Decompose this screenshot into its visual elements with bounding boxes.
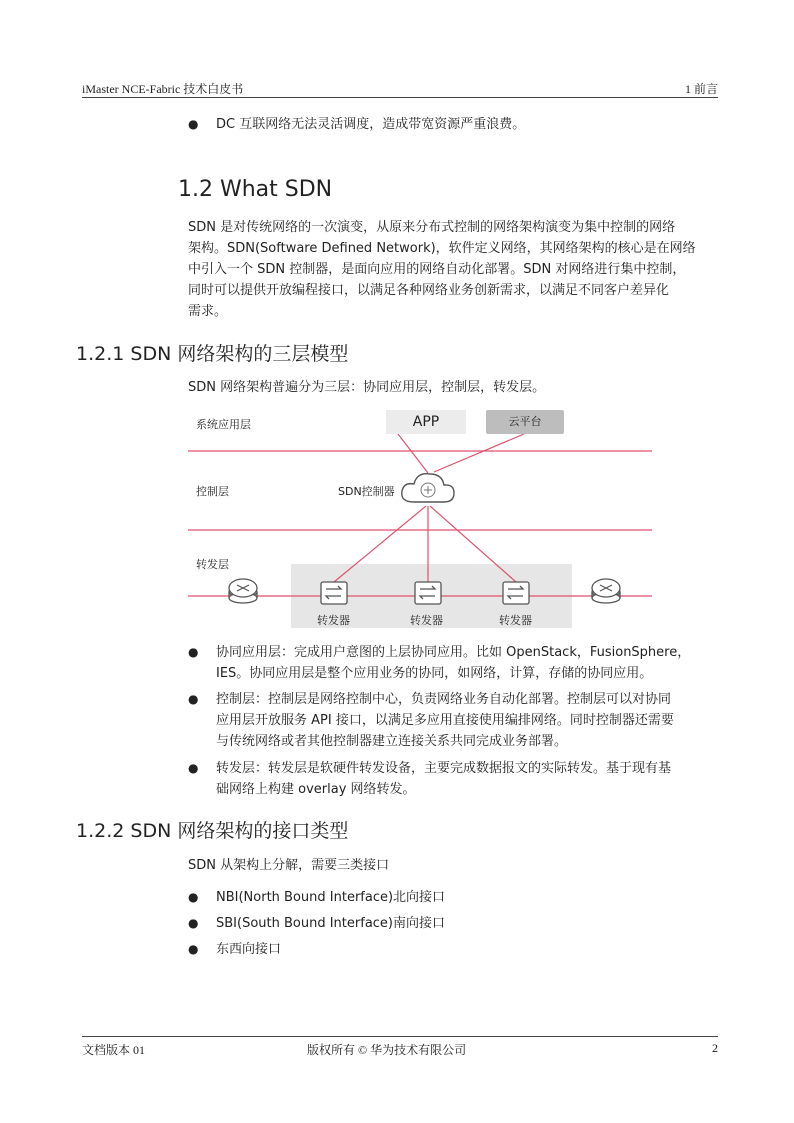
footer-copyright: 版权所有 © 华为技术有限公司: [307, 1043, 467, 1057]
list-item-text: [216, 642, 700, 684]
forwarder-label: 转发器: [317, 614, 350, 627]
list-item-line: 转发层：转发层是软硬件转发设备，主要完成数据报文的实际转发。基于现有基: [216, 761, 672, 776]
subsection-heading: 1.2.1 SDN 网络架构的三层模型: [76, 343, 349, 365]
subsection-heading: 1.2.2 SDN 网络架构的接口类型: [76, 820, 349, 842]
forwarder-label: 转发器: [499, 614, 532, 627]
link-line: [398, 434, 428, 473]
link-line: [334, 506, 426, 582]
list-item-line: 协同应用层：完成用户意图的上层协同应用。比如 OpenStack，FusionSphere，: [216, 645, 691, 660]
bullet-dot: ●: [188, 916, 199, 930]
list-item-line: 础网络上构建 overlay 网络转发。: [216, 782, 416, 797]
page-footer: [82, 1041, 718, 1057]
bullet-dot: ●: [188, 692, 199, 706]
list-item-text: [216, 689, 700, 752]
app-box: APP: [386, 410, 466, 434]
sdn-architecture-diagram: [188, 406, 654, 630]
intro-text: SDN 网络架构普遍分为三层：协同应用层，控制层，转发层。: [188, 380, 546, 395]
bullet-dot: ●: [188, 890, 199, 904]
paragraph: [188, 217, 718, 322]
link-line: [430, 506, 516, 582]
paragraph-line: 需求。: [188, 304, 228, 319]
switch-icon: [321, 582, 347, 604]
header-doc-title: iMaster NCE-Fabric 技术白皮书: [82, 82, 244, 96]
header-chapter: 1 前言: [684, 82, 718, 96]
layer-label-app: 系统应用层: [196, 418, 251, 431]
sdn-controller-cloud-icon: [402, 474, 454, 502]
list-item-line: 与传统网络或者其他控制器建立连接关系共同完成业务部署。: [216, 734, 568, 749]
paragraph-line: 中引入一个 SDN 控制器，是面向应用的网络自动化部署。SDN 对网络进行集中控制，: [188, 262, 686, 277]
switch-icon: [415, 582, 441, 604]
controller-label: SDN控制器: [338, 485, 395, 498]
list-item-text: NBI(North Bound Interface)北向接口: [216, 890, 446, 905]
bullet-dot: ●: [188, 761, 199, 775]
diagram-lines: [188, 406, 654, 630]
list-item-text: [216, 758, 700, 800]
list-item-line: IES。协同应用层是整个应用业务的协同，如网络，计算，存储的协同应用。: [216, 666, 653, 681]
footer-doc-version: 文档版本 01: [82, 1043, 146, 1057]
list-item-line: 应用层开放服务 API 接口，以满足多应用直接使用编排网络。同时控制器还需要: [216, 713, 674, 728]
page-number: 2: [712, 1041, 718, 1055]
paragraph-line: SDN 是对传统网络的一次演变，从原来分布式控制的网络架构演变为集中控制的网络: [188, 220, 676, 235]
list-item-text: 东西向接口: [216, 942, 282, 957]
router-icon-right: [592, 579, 620, 603]
link-line: [434, 434, 524, 472]
switch-icon: [503, 582, 529, 604]
forwarder-label: 转发器: [410, 614, 443, 627]
bullet-dot: ●: [188, 117, 199, 131]
header-divider: [82, 97, 718, 98]
page-header: [82, 80, 718, 96]
list-item-text: DC 互联网络无法灵活调度，造成带宽资源严重浪费。: [216, 117, 526, 132]
list-item-text: SBI(South Bound Interface)南向接口: [216, 916, 445, 931]
cloud-platform-box: 云平台: [486, 410, 564, 434]
footer-divider: [82, 1036, 718, 1037]
layer-label-control: 控制层: [196, 485, 229, 498]
intro-text: SDN 从架构上分解，需要三类接口: [188, 858, 390, 873]
bullet-dot: ●: [188, 645, 199, 659]
section-heading: 1.2 What SDN: [178, 177, 333, 202]
paragraph-line: 架构。SDN(Software Defined Network)，软件定义网络，其网络架构的核心是在网络: [188, 241, 696, 256]
bullet-dot: ●: [188, 942, 199, 956]
layer-label-forward: 转发层: [196, 558, 229, 571]
paragraph-line: 同时可以提供开放编程接口，以满足各种网络业务创新需求，以满足不同客户差异化: [188, 283, 670, 298]
list-item-line: 控制层：控制层是网络控制中心，负责网络业务自动化部署。控制层可以对协同: [216, 692, 672, 707]
router-icon-left: [229, 579, 257, 603]
